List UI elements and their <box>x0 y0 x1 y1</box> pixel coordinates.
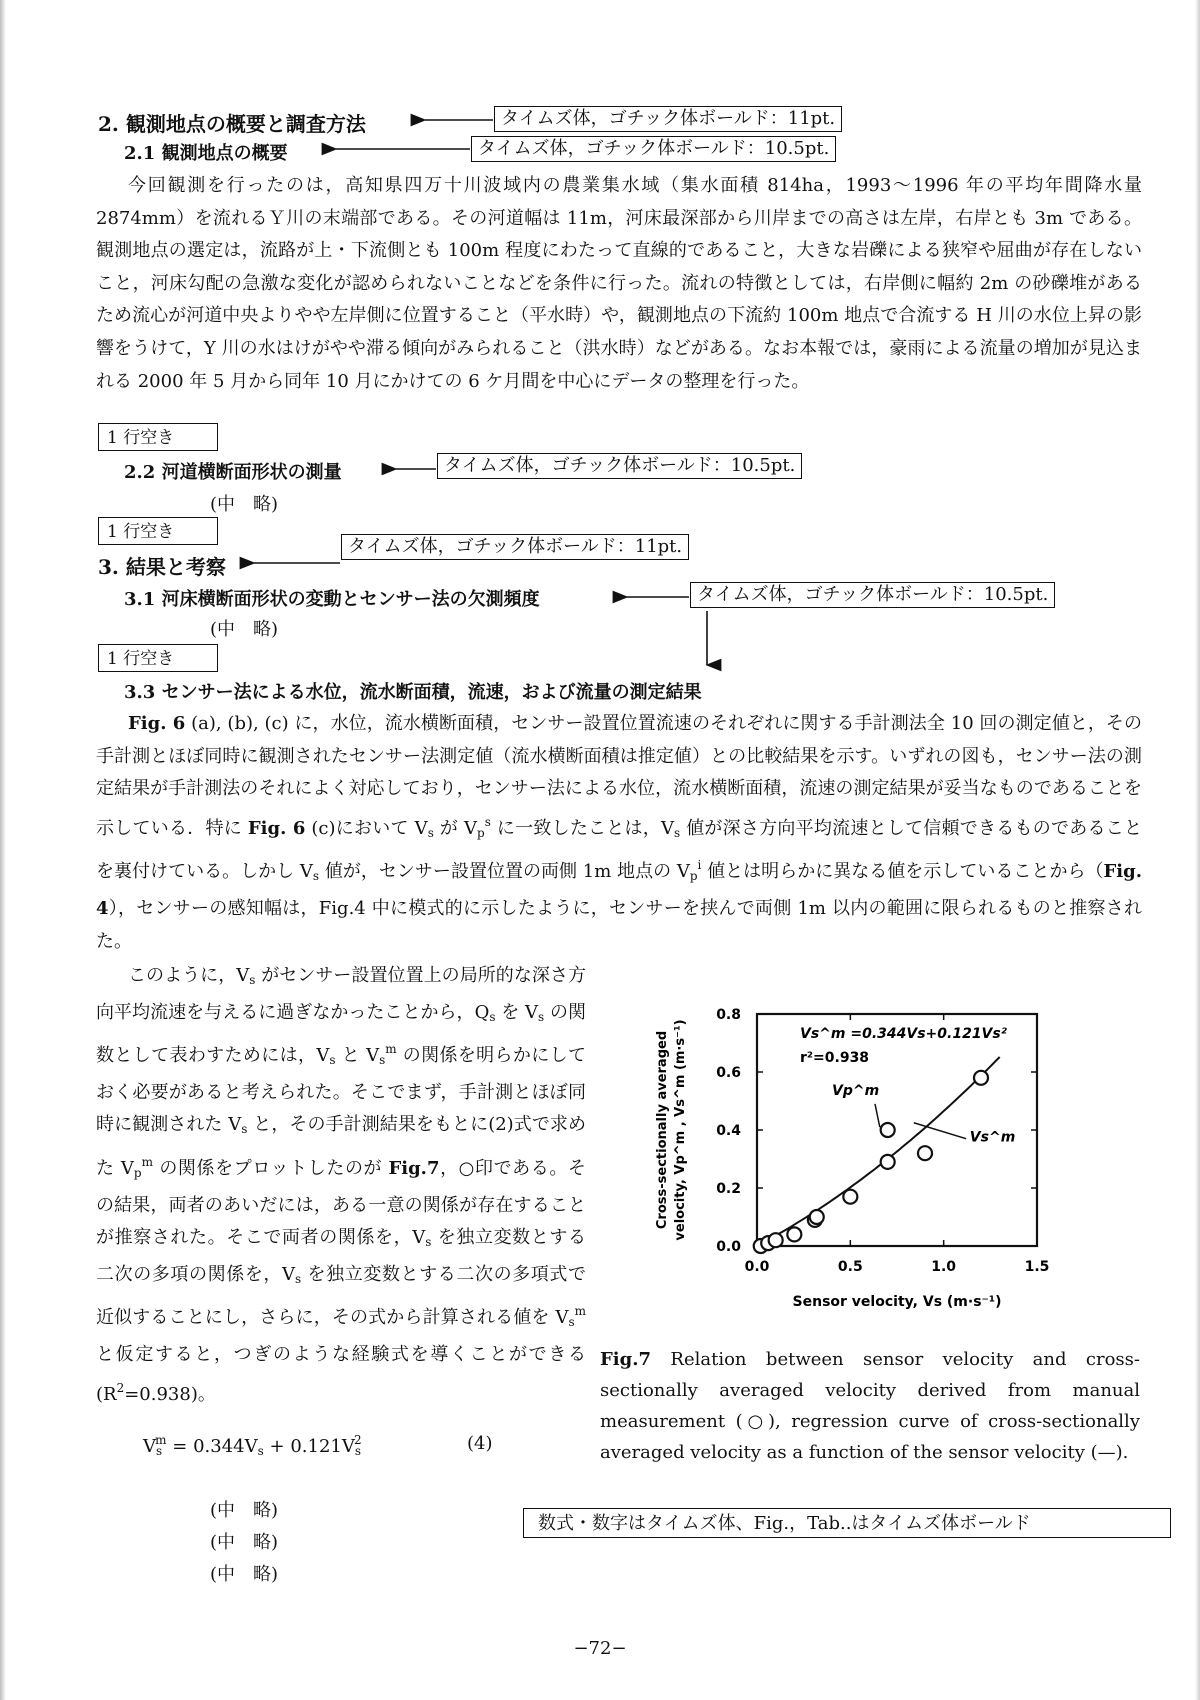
superscript: s <box>484 814 491 829</box>
regression-equation: Vs^m =0.344Vs+0.121Vs² <box>800 1026 1007 1042</box>
superscript: 2 <box>354 1433 362 1447</box>
data-point <box>881 1123 895 1137</box>
subscript: s <box>354 1444 362 1458</box>
section-2-1-heading: 2.1 観測地点の概要 <box>124 143 288 164</box>
paragraph-regression-text: このように，V <box>128 965 250 986</box>
superscript: m <box>155 1433 167 1447</box>
points-label: Vp^m <box>832 1083 880 1100</box>
paragraph-results-text-3: が V <box>433 817 478 839</box>
font-note-section-2: タイムズ体，ゴチック体ボールド：11pt. <box>494 106 842 132</box>
paragraph-results-text-4: に一致したことは，V <box>490 817 675 839</box>
figure-caption <box>600 1344 1140 1468</box>
blank-line-note-2: 1 行空き <box>98 517 218 545</box>
section-3-3-heading: 3.3 センサー法による水位，流水断面積，流速，および流量の測定結果 <box>124 682 702 703</box>
data-point <box>881 1155 895 1169</box>
omitted-text-5: (中 略) <box>210 1564 279 1585</box>
paragraph-regression-text: と仮定すると，つぎのような経験式を導くことができる(R <box>96 1343 586 1405</box>
x-tick-label: 0.0 <box>744 1259 770 1275</box>
font-note-section-2-2: タイムズ体，ゴチック体ボールド：10.5pt. <box>437 453 802 479</box>
y-tick-label: 0.8 <box>716 1007 741 1023</box>
subscript: s <box>329 1053 336 1068</box>
paragraph-regression-text: と V <box>335 1045 380 1067</box>
equation-part: V <box>143 1436 156 1457</box>
paragraph-regression-text: ，○印である。その結果，両者のあいだには，ある一意の関係が存在することが推察された。そこで両者の関係を，V <box>96 1157 586 1249</box>
equation-4 <box>143 1433 362 1458</box>
data-point <box>769 1233 783 1247</box>
subscript: s <box>156 1444 163 1458</box>
y-tick-label: 0.0 <box>716 1239 741 1255</box>
omitted-text-3: (中 略) <box>210 1500 279 1521</box>
omitted-text-2: (中 略) <box>210 619 279 640</box>
paragraph-results-text-7: 値とは明らかに異なる値を示していることから（ <box>701 861 1104 883</box>
y-axis-title-line-1: Cross-sectionally averaged <box>655 1030 670 1230</box>
caption-label: Fig.7 <box>600 1349 651 1370</box>
omitted-text-4: (中 略) <box>210 1532 279 1553</box>
superscript: m <box>574 1304 586 1319</box>
paragraph-regression <box>96 960 586 1411</box>
subscript: s <box>249 973 256 987</box>
paragraph-regression-text: と，その手計測結果をもとに(2)式で求めた V <box>96 1114 586 1179</box>
subscript: s <box>674 825 681 840</box>
fig-7-chart <box>640 1000 1100 1330</box>
paragraph-regression-text: の関係を明らかにしておく必要があると考えられた。そこでまず，手計測とほぼ同時に観測された V <box>96 1045 586 1136</box>
paragraph-regression-text: =0.938)。 <box>124 1383 216 1405</box>
subscript: s <box>295 1271 302 1286</box>
equation-number: (4) <box>467 1433 493 1454</box>
paragraph-results <box>96 708 1142 958</box>
x-tick-label: 1.0 <box>931 1259 957 1275</box>
blank-line-note-1: 1 行空き <box>98 423 218 451</box>
paragraph-results-text-2: (c)において V <box>305 817 428 839</box>
fig-6-ref: Fig. 6 <box>128 713 186 734</box>
y-tick-label: 0.2 <box>716 1181 741 1197</box>
font-note-section-3: タイムズ体，ゴチック体ボールド：11pt. <box>341 534 689 560</box>
omitted-text-1: (中 略) <box>210 494 279 515</box>
paragraph-site-overview: 今回観測を行ったのは，高知県四万十川波域内の農業集水域（集水面積 814ha，1993〜1996 年の平均年間降水量 2874mm）を流れるＹ川の末端部である。その河道幅は 11m，河床最深部から川岸までの高さは左岸，右岸とも 3m である。観測地点の選定は，流路が上・下流側とも 100m 程度にわたって直線的であること，大きな岩礫による狭窄や屈曲が存在しないこと，河床勾配の急激な変化が認められないことなどを条件に行った。流れの特徴としては，右岸側に幅約 2m の砂礫堆があるため流心が河道中央よりやや左岸側に位置すること（平水時）や，観測地点の下流約 100m 地点で合流する H 川の水位上昇の影響をうけて，Y 川の水はけがやや滞る傾向がみられること（洪水時）などがある。なお本報では，豪雨による流量の増加が見込まれる 2000 年 5 月から同年 10 月にかけての 6 ケ月間を中心にデータの整理を行った。 <box>96 175 1142 392</box>
subscript: s <box>312 869 320 884</box>
superscript: m <box>385 1042 397 1057</box>
points-callout-line <box>875 1104 880 1127</box>
subscript: s <box>257 1444 264 1458</box>
subscript: s <box>489 1009 496 1024</box>
section-3-heading: 3. 結果と考察 <box>98 555 226 579</box>
r-squared-label: r²=0.938 <box>800 1050 870 1066</box>
paragraph-regression-text: を独立変数とする二次の多項式で近似することにし，さらに，その式から計算される値を V <box>96 1263 586 1329</box>
paragraph-results-text-5: 値が深さ方向平均流速として信頼できるものであることを裏付けている。しかし V <box>96 817 1142 883</box>
data-point <box>843 1190 857 1204</box>
formula-font-note: 数式・数字はタイムズ体、Fig.，Tab..はタイムズ体ボールド <box>523 1508 1171 1538</box>
caption-text: Relation between sensor velocity and cross-sectionally averaged velocity derived from manual measurement (○), regression curve of cross-sectionally averaged velocity as a function of the sensor velocity (—). <box>600 1349 1140 1463</box>
subscript: s <box>425 1235 432 1250</box>
subscript: p <box>477 825 485 840</box>
equation-part: + 0.121V <box>263 1436 355 1457</box>
section-2-2-heading: 2.2 河道横断面形状の測量 <box>124 462 342 483</box>
paragraph-regression-text: の関係をプロットしたのが <box>153 1157 389 1179</box>
paragraph-regression-text: の関数として表わすためには，V <box>96 1001 586 1067</box>
equation-part: = 0.344V <box>166 1436 258 1457</box>
subscript: p <box>133 1165 142 1180</box>
subscript: s <box>538 1009 545 1024</box>
x-tick-label: 1.5 <box>1024 1259 1050 1275</box>
subscript: s <box>379 1053 386 1068</box>
page-number: −72− <box>573 1638 627 1659</box>
font-note-section-3-1: タイムズ体，ゴチック体ボールド：10.5pt. <box>690 582 1055 608</box>
paragraph-results-text-6: 値が，センサー設置位置の両側 1m 地点の V <box>319 861 690 883</box>
chart-labels <box>655 1019 1015 1310</box>
section-2-heading: 2. 観測地点の概要と調査方法 <box>98 112 366 136</box>
font-note-section-2-1: タイムズ体，ゴチック体ボールド：10.5pt. <box>471 136 836 162</box>
y-axis-title-line-2: velocity, Vp^m , Vs^m (m·s⁻¹) <box>673 1019 688 1241</box>
data-point <box>974 1071 988 1085</box>
fig-7-ref: Fig.7 <box>388 1157 440 1179</box>
paragraph-regression-text: を V <box>495 1001 539 1023</box>
fig-4-ref: Fig. 4 <box>96 861 1142 919</box>
data-point <box>918 1146 932 1160</box>
paragraph-results-text-1: (a), (b), (c) に，水位，流水横断面積，センサー設置位置流速のそれぞれに関する手計測法全 10 回の測定値と，その手計測とほぼ同時に観測されたセンサー法測定値（流水横断面積は推定値）との比較結果を示す。いずれの図も，センサー法の測定結果が手計測法のそれによく対応しており，センサー法による水位，流水横断面積，流速の測定結果が妥当なものであることを示している．特に <box>96 713 1142 839</box>
fig-6-ref-2: Fig. 6 <box>247 817 306 839</box>
data-point <box>810 1210 824 1224</box>
superscript: 2 <box>116 1380 125 1395</box>
paragraph-regression-text: を独立変数とする二次の多項の関係を，V <box>96 1227 586 1285</box>
data-point <box>787 1227 801 1241</box>
curve-label: Vs^m <box>969 1129 1016 1146</box>
y-tick-label: 0.6 <box>716 1065 741 1081</box>
subscript: p <box>689 869 698 884</box>
x-tick-label: 0.5 <box>837 1259 863 1275</box>
superscript: m <box>141 1154 153 1169</box>
y-tick-label: 0.4 <box>716 1123 741 1139</box>
section-3-1-heading: 3.1 河床横断面形状の変動とセンサー法の欠測頻度 <box>124 589 540 610</box>
superscript: i <box>697 858 702 873</box>
paragraph-results-text-8: ），センサーの感知幅は，Fig.4 中に模式的に示したように，センサーを挟んで両側 1m 以内の範囲に限られるものと推察された。 <box>96 897 1142 952</box>
subscript: s <box>568 1315 575 1330</box>
blank-line-note-3: 1 行空き <box>98 644 218 672</box>
subscript: s <box>241 1122 248 1137</box>
x-axis-title: Sensor velocity, Vs (m·s⁻¹) <box>792 1294 1002 1310</box>
subscript: s <box>427 825 434 840</box>
paragraph-regression-text: がセンサー設置位置上の局所的な深さ方向平均流速を与えるに過ぎなかったことから，Q <box>96 965 586 1023</box>
